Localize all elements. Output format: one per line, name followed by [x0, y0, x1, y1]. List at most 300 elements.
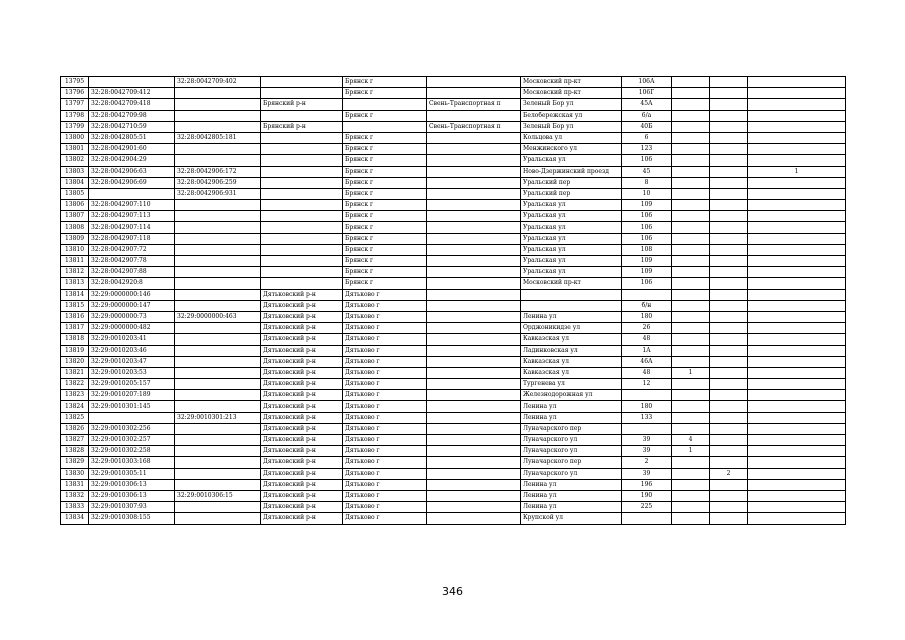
- structure-cell: [710, 412, 748, 423]
- district-cell: [261, 267, 343, 278]
- district-cell: Дятьковский р-н: [261, 334, 343, 345]
- flat-cell: [748, 323, 846, 334]
- city-cell: Дятьково г: [343, 423, 427, 434]
- street-cell: Ленина ул: [521, 401, 622, 412]
- city-cell: Дятьково г: [343, 490, 427, 501]
- table-row: [61, 513, 846, 524]
- structure-cell: [710, 99, 748, 110]
- flat-cell: [748, 479, 846, 490]
- parent-cadastral-cell: [175, 379, 261, 390]
- table-row: [61, 300, 846, 311]
- structure-cell: [710, 289, 748, 300]
- table-row: [61, 278, 846, 289]
- parent-cadastral-cell: [175, 244, 261, 255]
- street-cell: [521, 300, 622, 311]
- cadastral-number-cell: 32:28:0042805:51: [89, 132, 175, 143]
- house-cell: 196: [622, 479, 672, 490]
- city-cell: Брянск г: [343, 267, 427, 278]
- building-cell: [672, 468, 710, 479]
- row-number-cell: 13803: [61, 166, 89, 177]
- parent-cadastral-cell: [175, 99, 261, 110]
- table-row: [61, 401, 846, 412]
- structure-cell: [710, 502, 748, 513]
- parent-cadastral-cell: [175, 233, 261, 244]
- building-cell: [672, 121, 710, 132]
- street-cell: Луначарского ул: [521, 435, 622, 446]
- district-cell: [261, 144, 343, 155]
- city-cell: Дятьково г: [343, 356, 427, 367]
- house-cell: 46А: [622, 356, 672, 367]
- settlement-cell: [427, 345, 521, 356]
- city-cell: Брянск г: [343, 244, 427, 255]
- structure-cell: [710, 479, 748, 490]
- structure-cell: [710, 200, 748, 211]
- building-cell: [672, 222, 710, 233]
- table-row: [61, 435, 846, 446]
- structure-cell: [710, 278, 748, 289]
- settlement-cell: [427, 311, 521, 322]
- street-cell: Зеленый Бор ул: [521, 121, 622, 132]
- row-number-cell: 13805: [61, 188, 89, 199]
- street-cell: Кольцова ул: [521, 132, 622, 143]
- flat-cell: [748, 423, 846, 434]
- city-cell: [343, 121, 427, 132]
- city-cell: Дятьково г: [343, 323, 427, 334]
- table-row: [61, 99, 846, 110]
- flat-cell: 1: [748, 166, 846, 177]
- street-cell: Ленина ул: [521, 502, 622, 513]
- street-cell: Уральская ул: [521, 267, 622, 278]
- row-number-cell: 13812: [61, 267, 89, 278]
- cadastral-number-cell: 32:28:0042907:88: [89, 267, 175, 278]
- row-number-cell: 13828: [61, 446, 89, 457]
- building-cell: [672, 200, 710, 211]
- house-cell: 10: [622, 188, 672, 199]
- flat-cell: [748, 435, 846, 446]
- house-cell: 106: [622, 211, 672, 222]
- flat-cell: [748, 490, 846, 501]
- district-cell: Дятьковский р-н: [261, 446, 343, 457]
- city-cell: [343, 99, 427, 110]
- table-row: [61, 356, 846, 367]
- flat-cell: [748, 88, 846, 99]
- street-cell: Зеленый Бор ул: [521, 99, 622, 110]
- settlement-cell: [427, 110, 521, 121]
- flat-cell: [748, 177, 846, 188]
- street-cell: Уральская ул: [521, 233, 622, 244]
- parent-cadastral-cell: [175, 479, 261, 490]
- building-cell: [672, 278, 710, 289]
- flat-cell: [748, 110, 846, 121]
- street-cell: Ново-Дзержинский проезд: [521, 166, 622, 177]
- settlement-cell: [427, 256, 521, 267]
- district-cell: Дятьковский р-н: [261, 435, 343, 446]
- street-cell: Ленина ул: [521, 479, 622, 490]
- structure-cell: [710, 177, 748, 188]
- house-cell: 106: [622, 155, 672, 166]
- city-cell: Брянск г: [343, 110, 427, 121]
- row-number-cell: 13818: [61, 334, 89, 345]
- flat-cell: [748, 289, 846, 300]
- parent-cadastral-cell: [175, 390, 261, 401]
- district-cell: [261, 222, 343, 233]
- building-cell: [672, 412, 710, 423]
- table-row: [61, 267, 846, 278]
- settlement-cell: [427, 334, 521, 345]
- settlement-cell: [427, 435, 521, 446]
- building-cell: [672, 379, 710, 390]
- row-number-cell: 13807: [61, 211, 89, 222]
- cadastral-number-cell: 32:29:0000000:147: [89, 300, 175, 311]
- table-row: [61, 177, 846, 188]
- settlement-cell: [427, 166, 521, 177]
- street-cell: Уральская ул: [521, 200, 622, 211]
- building-cell: [672, 457, 710, 468]
- street-cell: Уральский пер: [521, 177, 622, 188]
- house-cell: 26: [622, 323, 672, 334]
- settlement-cell: [427, 446, 521, 457]
- row-number-cell: 13826: [61, 423, 89, 434]
- flat-cell: [748, 457, 846, 468]
- page-number: 346: [442, 585, 463, 598]
- city-cell: Брянск г: [343, 200, 427, 211]
- parent-cadastral-cell: [175, 88, 261, 99]
- structure-cell: [710, 457, 748, 468]
- cadastral-number-cell: 32:28:0042907:72: [89, 244, 175, 255]
- cadastral-number-cell: 32:29:0000000:73: [89, 311, 175, 322]
- city-cell: Брянск г: [343, 144, 427, 155]
- cadastral-number-cell: 32:29:0000000:482: [89, 323, 175, 334]
- district-cell: [261, 188, 343, 199]
- building-cell: [672, 88, 710, 99]
- structure-cell: [710, 379, 748, 390]
- register-body: [61, 77, 846, 525]
- cadastral-number-cell: 32:28:0042906:69: [89, 177, 175, 188]
- cadastral-number-cell: 32:29:0010203:53: [89, 367, 175, 378]
- settlement-cell: [427, 222, 521, 233]
- parent-cadastral-cell: 32:28:0042805:181: [175, 132, 261, 143]
- table-row: [61, 166, 846, 177]
- house-cell: 180: [622, 311, 672, 322]
- settlement-cell: [427, 88, 521, 99]
- district-cell: Дятьковский р-н: [261, 390, 343, 401]
- cadastral-number-cell: 32:28:0042907:113: [89, 211, 175, 222]
- flat-cell: [748, 412, 846, 423]
- row-number-cell: 13800: [61, 132, 89, 143]
- parent-cadastral-cell: 32:29:0010301:213: [175, 412, 261, 423]
- parent-cadastral-cell: [175, 513, 261, 524]
- district-cell: [261, 244, 343, 255]
- city-cell: Дятьково г: [343, 367, 427, 378]
- parent-cadastral-cell: [175, 222, 261, 233]
- settlement-cell: [427, 356, 521, 367]
- cadastral-number-cell: 32:29:0010303:168: [89, 457, 175, 468]
- row-number-cell: 13831: [61, 479, 89, 490]
- street-cell: Кавказская ул: [521, 334, 622, 345]
- street-cell: Уральский пер: [521, 188, 622, 199]
- row-number-cell: 13817: [61, 323, 89, 334]
- row-number-cell: 13816: [61, 311, 89, 322]
- flat-cell: [748, 211, 846, 222]
- settlement-cell: [427, 390, 521, 401]
- building-cell: [672, 244, 710, 255]
- settlement-cell: [427, 267, 521, 278]
- house-cell: 108: [622, 244, 672, 255]
- street-cell: Орджоникидзе ул: [521, 323, 622, 334]
- street-cell: Уральская ул: [521, 256, 622, 267]
- district-cell: Дятьковский р-н: [261, 300, 343, 311]
- building-cell: [672, 345, 710, 356]
- city-cell: Дятьково г: [343, 334, 427, 345]
- building-cell: [672, 289, 710, 300]
- house-cell: [622, 390, 672, 401]
- row-number-cell: 13795: [61, 77, 89, 88]
- settlement-cell: Свень-Транспортная п: [427, 121, 521, 132]
- city-cell: Дятьково г: [343, 479, 427, 490]
- parent-cadastral-cell: [175, 211, 261, 222]
- building-cell: [672, 110, 710, 121]
- district-cell: Дятьковский р-н: [261, 311, 343, 322]
- row-number-cell: 13798: [61, 110, 89, 121]
- flat-cell: [748, 188, 846, 199]
- settlement-cell: [427, 132, 521, 143]
- district-cell: [261, 110, 343, 121]
- district-cell: Дятьковский р-н: [261, 468, 343, 479]
- cadastral-number-cell: 32:29:0010306:13: [89, 479, 175, 490]
- structure-cell: [710, 88, 748, 99]
- building-cell: [672, 155, 710, 166]
- table-row: [61, 412, 846, 423]
- flat-cell: [748, 513, 846, 524]
- building-cell: [672, 256, 710, 267]
- district-cell: [261, 132, 343, 143]
- table-row: [61, 222, 846, 233]
- settlement-cell: [427, 323, 521, 334]
- district-cell: [261, 155, 343, 166]
- parent-cadastral-cell: [175, 121, 261, 132]
- row-number-cell: 13806: [61, 200, 89, 211]
- building-cell: [672, 99, 710, 110]
- building-cell: 1: [672, 446, 710, 457]
- house-cell: 109: [622, 200, 672, 211]
- row-number-cell: 13814: [61, 289, 89, 300]
- table-row: [61, 110, 846, 121]
- city-cell: Дятьково г: [343, 289, 427, 300]
- district-cell: Дятьковский р-н: [261, 457, 343, 468]
- table-row: [61, 323, 846, 334]
- parent-cadastral-cell: [175, 367, 261, 378]
- row-number-cell: 13802: [61, 155, 89, 166]
- settlement-cell: Свень-Транспортная п: [427, 99, 521, 110]
- structure-cell: [710, 132, 748, 143]
- row-number-cell: 13797: [61, 99, 89, 110]
- settlement-cell: [427, 367, 521, 378]
- structure-cell: [710, 144, 748, 155]
- cadastral-number-cell: 32:28:0042907:114: [89, 222, 175, 233]
- row-number-cell: 13832: [61, 490, 89, 501]
- district-cell: Брянский р-н: [261, 99, 343, 110]
- settlement-cell: [427, 144, 521, 155]
- flat-cell: [748, 233, 846, 244]
- district-cell: [261, 77, 343, 88]
- city-cell: Дятьково г: [343, 311, 427, 322]
- cadastral-number-cell: 32:28:0042709:412: [89, 88, 175, 99]
- table-row: [61, 457, 846, 468]
- house-cell: 106: [622, 222, 672, 233]
- building-cell: [672, 334, 710, 345]
- cadastral-register-table: [60, 76, 846, 525]
- flat-cell: [748, 345, 846, 356]
- house-cell: 109: [622, 256, 672, 267]
- house-cell: 2: [622, 457, 672, 468]
- flat-cell: [748, 379, 846, 390]
- row-number-cell: 13815: [61, 300, 89, 311]
- settlement-cell: [427, 233, 521, 244]
- house-cell: 6: [622, 132, 672, 143]
- city-cell: Дятьково г: [343, 379, 427, 390]
- district-cell: Дятьковский р-н: [261, 401, 343, 412]
- settlement-cell: [427, 423, 521, 434]
- house-cell: 133: [622, 412, 672, 423]
- settlement-cell: [427, 278, 521, 289]
- flat-cell: [748, 200, 846, 211]
- cadastral-number-cell: 32:29:0010302:256: [89, 423, 175, 434]
- structure-cell: [710, 435, 748, 446]
- cadastral-number-cell: 32:29:0010203:46: [89, 345, 175, 356]
- cadastral-number-cell: 32:28:0042710:59: [89, 121, 175, 132]
- parent-cadastral-cell: [175, 356, 261, 367]
- cadastral-number-cell: [89, 188, 175, 199]
- table-row: [61, 132, 846, 143]
- house-cell: 106: [622, 278, 672, 289]
- city-cell: Дятьково г: [343, 502, 427, 513]
- parent-cadastral-cell: [175, 435, 261, 446]
- settlement-cell: [427, 513, 521, 524]
- cadastral-number-cell: 32:28:0042901:60: [89, 144, 175, 155]
- flat-cell: [748, 244, 846, 255]
- district-cell: [261, 177, 343, 188]
- district-cell: [261, 166, 343, 177]
- structure-cell: [710, 490, 748, 501]
- parent-cadastral-cell: [175, 345, 261, 356]
- parent-cadastral-cell: [175, 110, 261, 121]
- row-number-cell: 13834: [61, 513, 89, 524]
- house-cell: 225: [622, 502, 672, 513]
- street-cell: Ладинковская ул: [521, 345, 622, 356]
- row-number-cell: 13829: [61, 457, 89, 468]
- house-cell: 106Г: [622, 88, 672, 99]
- flat-cell: [748, 311, 846, 322]
- city-cell: Брянск г: [343, 177, 427, 188]
- cadastral-number-cell: 32:28:0042907:110: [89, 200, 175, 211]
- settlement-cell: [427, 289, 521, 300]
- district-cell: Дятьковский р-н: [261, 513, 343, 524]
- house-cell: 39: [622, 468, 672, 479]
- building-cell: [672, 144, 710, 155]
- flat-cell: [748, 155, 846, 166]
- structure-cell: [710, 77, 748, 88]
- city-cell: Брянск г: [343, 88, 427, 99]
- row-number-cell: 13808: [61, 222, 89, 233]
- street-cell: Ленина ул: [521, 412, 622, 423]
- building-cell: [672, 300, 710, 311]
- house-cell: [622, 513, 672, 524]
- house-cell: 48: [622, 334, 672, 345]
- cadastral-number-cell: 32:29:0010205:157: [89, 379, 175, 390]
- street-cell: Луначарского пер: [521, 457, 622, 468]
- structure-cell: [710, 188, 748, 199]
- building-cell: [672, 356, 710, 367]
- row-number-cell: 13804: [61, 177, 89, 188]
- district-cell: [261, 200, 343, 211]
- structure-cell: [710, 222, 748, 233]
- row-number-cell: 13823: [61, 390, 89, 401]
- table-row: [61, 490, 846, 501]
- parent-cadastral-cell: [175, 423, 261, 434]
- parent-cadastral-cell: [175, 289, 261, 300]
- building-cell: [672, 233, 710, 244]
- city-cell: Дятьково г: [343, 435, 427, 446]
- structure-cell: [710, 423, 748, 434]
- structure-cell: [710, 446, 748, 457]
- structure-cell: [710, 356, 748, 367]
- district-cell: Дятьковский р-н: [261, 289, 343, 300]
- house-cell: 39: [622, 446, 672, 457]
- settlement-cell: [427, 490, 521, 501]
- row-number-cell: 13819: [61, 345, 89, 356]
- row-number-cell: 13801: [61, 144, 89, 155]
- district-cell: [261, 256, 343, 267]
- parent-cadastral-cell: [175, 267, 261, 278]
- cadastral-number-cell: 32:29:0010302:257: [89, 435, 175, 446]
- flat-cell: [748, 77, 846, 88]
- district-cell: Дятьковский р-н: [261, 323, 343, 334]
- structure-cell: [710, 323, 748, 334]
- district-cell: [261, 211, 343, 222]
- street-cell: Кавказская ул: [521, 356, 622, 367]
- table-row: [61, 311, 846, 322]
- parent-cadastral-cell: [175, 300, 261, 311]
- house-cell: 48: [622, 367, 672, 378]
- street-cell: Уральская ул: [521, 155, 622, 166]
- table-row: [61, 334, 846, 345]
- house-cell: [622, 423, 672, 434]
- house-cell: 180: [622, 401, 672, 412]
- street-cell: Крупской ул: [521, 513, 622, 524]
- city-cell: Брянск г: [343, 256, 427, 267]
- cadastral-number-cell: 32:29:0010207:189: [89, 390, 175, 401]
- flat-cell: [748, 121, 846, 132]
- cadastral-number-cell: 32:29:0000000:146: [89, 289, 175, 300]
- table-row: [61, 367, 846, 378]
- cadastral-number-cell: [89, 412, 175, 423]
- flat-cell: [748, 334, 846, 345]
- table-row: [61, 468, 846, 479]
- cadastral-number-cell: 32:29:0010307:93: [89, 502, 175, 513]
- structure-cell: [710, 110, 748, 121]
- building-cell: [672, 77, 710, 88]
- building-cell: 4: [672, 435, 710, 446]
- house-cell: 45: [622, 166, 672, 177]
- table-row: [61, 88, 846, 99]
- structure-cell: [710, 311, 748, 322]
- parent-cadastral-cell: [175, 256, 261, 267]
- building-cell: [672, 188, 710, 199]
- flat-cell: [748, 446, 846, 457]
- parent-cadastral-cell: [175, 200, 261, 211]
- settlement-cell: [427, 177, 521, 188]
- settlement-cell: [427, 155, 521, 166]
